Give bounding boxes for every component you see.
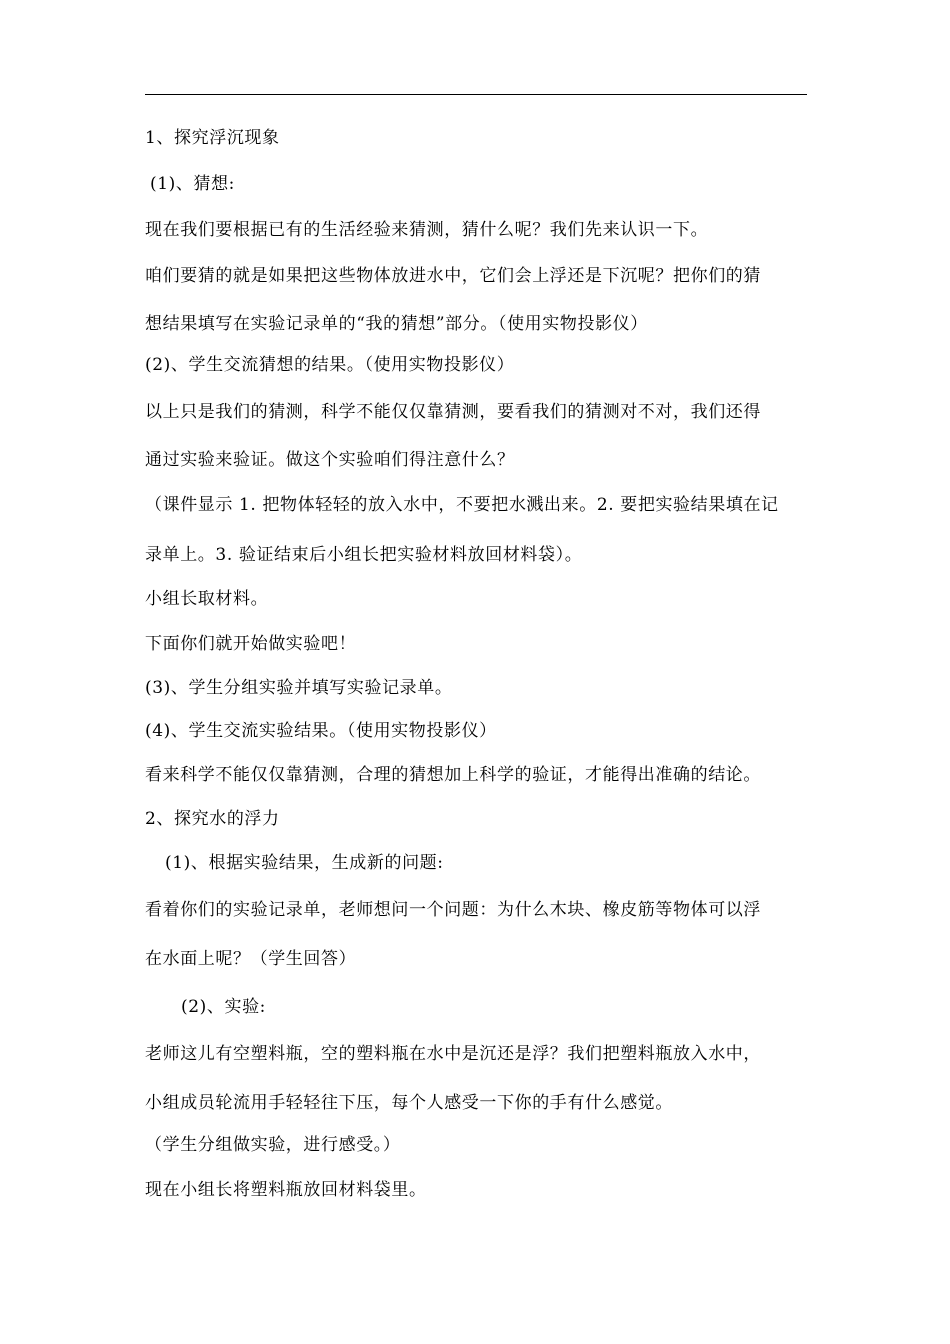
paragraph-line: 咱们要猜的就是如果把这些物体放进水中，它们会上浮还是下沉呢？把你们的猜: [145, 266, 761, 286]
paragraph-line: 老师这儿有空塑料瓶，空的塑料瓶在水中是沉还是浮？我们把塑料瓶放入水中，: [145, 1044, 761, 1064]
subheading-exchange-guesses: (2)、学生交流猜想的结果。（使用实物投影仪）: [145, 355, 515, 375]
paragraph-line: 通过实验来验证。做这个实验咱们得注意什么？: [145, 450, 515, 470]
paragraph-line: 小组成员轮流用手轻轻往下压，每个人感受一下你的手有什么感觉。: [145, 1093, 673, 1113]
paragraph-line: 以上只是我们的猜测，科学不能仅仅靠猜测，要看我们的猜测对不对，我们还得: [145, 402, 761, 422]
paragraph-line: （课件显示 1. 把物体轻轻的放入水中，不要把水溅出来。2. 要把实验结果填在记: [145, 495, 779, 515]
section-heading-1: 1、探究浮沉现象: [145, 128, 280, 148]
header-rule: [145, 94, 807, 95]
paragraph-line: 录单上。3. 验证结束后小组长把实验材料放回材料袋）。: [145, 545, 583, 565]
subheading-group-experiment: (3)、学生分组实验并填写实验记录单。: [145, 678, 453, 698]
paragraph-line: 在水面上呢？（学生回答）: [145, 949, 357, 969]
paragraph-line: 现在我们要根据已有的生活经验来猜测，猜什么呢？我们先来认识一下。: [145, 220, 709, 240]
subheading-guess: (1)、猜想:: [150, 174, 236, 194]
paragraph-line: 小组长取材料。: [145, 589, 269, 609]
paragraph-line: 现在小组长将塑料瓶放回材料袋里。: [145, 1180, 427, 1200]
subheading-experiment: (2)、实验:: [181, 997, 267, 1017]
subheading-exchange-results: (4)、学生交流实验结果。（使用实物投影仪）: [145, 721, 497, 741]
subheading-new-question: (1)、根据实验结果，生成新的问题:: [165, 853, 444, 873]
section-heading-2: 2、探究水的浮力: [145, 809, 280, 829]
paragraph-line: 下面你们就开始做实验吧！: [145, 634, 357, 654]
paragraph-line: 看来科学不能仅仅靠猜测，合理的猜想加上科学的验证，才能得出准确的结论。: [145, 765, 761, 785]
paragraph-line: 看着你们的实验记录单，老师想问一个问题：为什么木块、橡皮筋等物体可以浮: [145, 900, 761, 920]
paragraph-line: （学生分组做实验，进行感受。）: [145, 1135, 401, 1155]
paragraph-line: 想结果填写在实验记录单的“我的猜想”部分。（使用实物投影仪）: [145, 314, 648, 334]
